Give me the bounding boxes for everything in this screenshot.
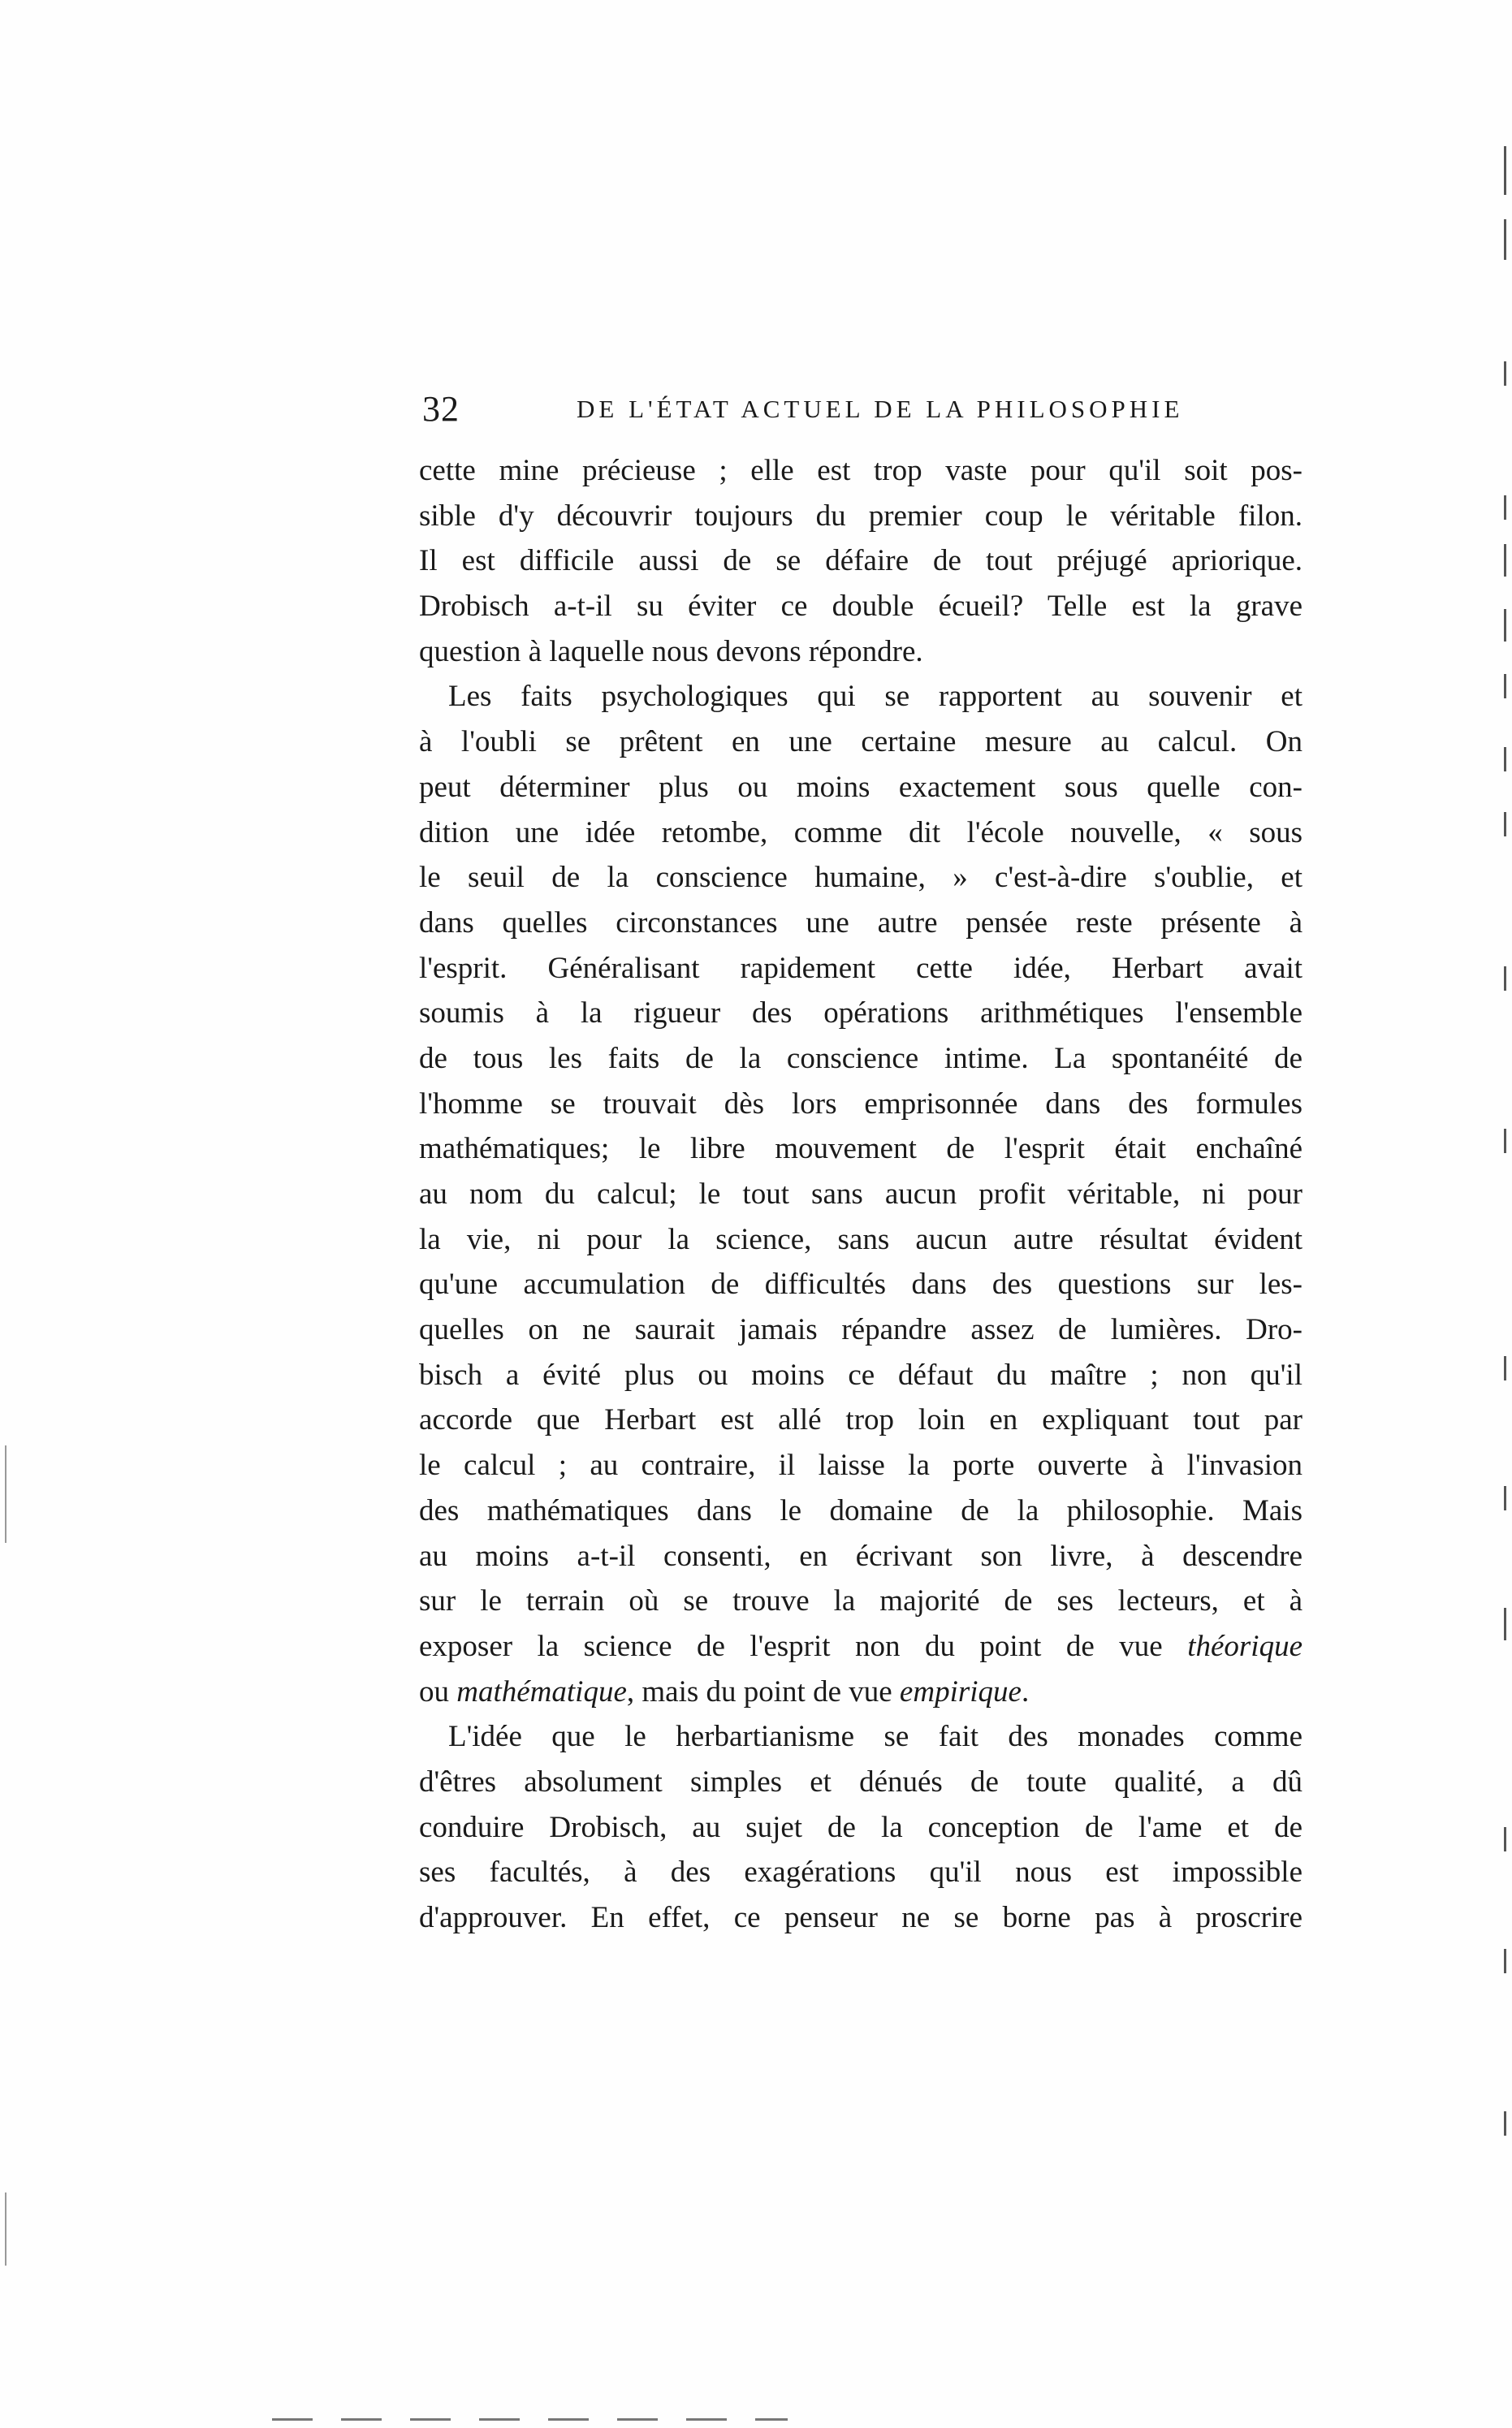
scan-edge-mark xyxy=(1504,966,1506,991)
text-line: au nom du calcul; le tout sans aucun profit véritable, ni pour xyxy=(419,1177,1302,1211)
scan-bottom-dash xyxy=(617,2418,658,2421)
text-line: au moins a-t-il consenti, en écrivant son livre, à descendre xyxy=(419,1539,1302,1573)
text-line: sible d'y découvrir toujours du premier coup le véritable filon. xyxy=(419,499,1302,533)
text-line: le calcul ; au contraire, il laisse la porte ouverte à l'invasion xyxy=(419,1449,1302,1483)
text-line: à l'oubli se prêtent en une certaine mesure au calcul. On xyxy=(419,725,1302,759)
scan-edge-mark xyxy=(1504,2111,1506,2136)
text-line: Il est difficile aussi de se défaire de tout préjugé apriorique. xyxy=(419,544,1302,578)
text-line: dans quelles circonstances une autre pensée reste présente à xyxy=(419,905,1302,940)
scan-bottom-dash xyxy=(686,2418,727,2421)
text-line: peut déterminer plus ou moins exactement sous quelle con- xyxy=(419,770,1302,804)
text-span: , mais du point de vue xyxy=(626,1674,892,1709)
text-line: des mathématiques dans le domaine de la philosophie. Mais xyxy=(419,1493,1302,1527)
italic-term: empirique xyxy=(899,1674,1022,1709)
text-line: accorde que Herbart est allé trop loin en expliquant tout par xyxy=(419,1403,1302,1437)
scan-edge-mark xyxy=(1504,495,1506,520)
scan-bottom-dash xyxy=(548,2418,589,2421)
page-number: 32 xyxy=(422,389,460,429)
text-line: ses facultés, à des exagérations qu'il nous est impossible xyxy=(419,1856,1302,1890)
scan-edge-mark xyxy=(1504,219,1506,260)
scan-edge-mark xyxy=(1504,146,1506,195)
scan-edge-mark xyxy=(1504,544,1506,577)
scan-edge-mark xyxy=(5,1445,6,1543)
text-line: conduire Drobisch, au sujet de la conception de l'ame et de xyxy=(419,1810,1302,1844)
italic-term: théorique xyxy=(1187,1629,1302,1663)
scan-bottom-dash xyxy=(410,2418,451,2421)
text-span: exposer la science de l'esprit non du point de vue xyxy=(419,1629,1163,1663)
scan-edge-mark xyxy=(1504,1949,1506,1973)
text-line: bisch a évité plus ou moins ce défaut du maître ; non qu'il xyxy=(419,1358,1302,1392)
scan-edge-mark xyxy=(5,2193,6,2266)
scan-bottom-dash xyxy=(479,2418,520,2421)
text-line: Drobisch a-t-il su éviter ce double écueil? Telle est la grave xyxy=(419,590,1302,624)
text-line: mathématiques; le libre mouvement de l'esprit était enchaîné xyxy=(419,1132,1302,1166)
running-title: DE L'ÉTAT ACTUEL DE LA PHILOSOPHIE xyxy=(577,395,1184,423)
scan-bottom-dash xyxy=(272,2418,313,2421)
italic-term: mathématique xyxy=(456,1674,627,1709)
scan-edge-mark xyxy=(1504,1486,1506,1510)
scan-edge-mark xyxy=(1504,747,1506,771)
text-line: Les faits psychologiques qui se rapportent au souvenir et xyxy=(448,680,1302,714)
text-line: L'idée que le herbartianisme se fait des monades comme xyxy=(448,1720,1302,1754)
text-line: la vie, ni pour la science, sans aucun autre résultat évident xyxy=(419,1222,1302,1256)
text-line: sur le terrain où se trouve la majorité de ses lecteurs, et à xyxy=(419,1584,1302,1618)
text-line: de tous les faits de la conscience intime. La spontanéité de xyxy=(419,1041,1302,1075)
body-text xyxy=(419,448,1302,1941)
scan-edge-mark xyxy=(1504,609,1506,642)
text-line-with-italic xyxy=(419,1670,1302,1715)
text-line: soumis à la rigueur des opérations arithmétiques l'ensemble xyxy=(419,996,1302,1030)
scan-edge-mark xyxy=(1504,1129,1506,1153)
scan-edge-mark xyxy=(1504,361,1506,386)
text-line: quelles on ne saurait jamais répandre assez de lumières. Dro- xyxy=(419,1313,1302,1347)
scan-bottom-dash xyxy=(755,2418,788,2421)
text-span: . xyxy=(1021,1674,1030,1709)
running-head xyxy=(422,388,1315,437)
text-line: d'êtres absolument simples et dénués de toute qualité, a dû xyxy=(419,1765,1302,1799)
text-line: question à laquelle nous devons répondre. xyxy=(419,634,923,668)
text-line: dition une idée retombe, comme dit l'école nouvelle, « sous xyxy=(419,815,1302,849)
text-line-with-italic xyxy=(419,1624,1302,1670)
paragraph-2 xyxy=(419,674,1302,1714)
text-line: l'esprit. Généralisant rapidement cette idée, Herbart avait xyxy=(419,951,1302,985)
paragraph-1 xyxy=(419,448,1302,674)
scan-bottom-dash xyxy=(341,2418,382,2421)
paragraph-3 xyxy=(419,1714,1302,1940)
text-line: cette mine précieuse ; elle est trop vaste pour qu'il soit pos- xyxy=(419,454,1302,487)
text-span: ou xyxy=(419,1674,449,1709)
scan-edge-mark xyxy=(1504,1608,1506,1640)
scan-edge-mark xyxy=(1504,812,1506,836)
scan-edge-mark xyxy=(1504,1356,1506,1380)
scan-edge-mark xyxy=(1504,1827,1506,1851)
text-line: d'approuver. En effet, ce penseur ne se borne pas à proscrire xyxy=(419,1901,1302,1934)
scan-edge-mark xyxy=(1504,674,1506,698)
text-line: l'homme se trouvait dès lors emprisonnée dans des formules xyxy=(419,1087,1302,1121)
text-line: qu'une accumulation de difficultés dans des questions sur les- xyxy=(419,1268,1302,1302)
text-line: le seuil de la conscience humaine, » c'est-à-dire s'oublie, et xyxy=(419,861,1302,895)
